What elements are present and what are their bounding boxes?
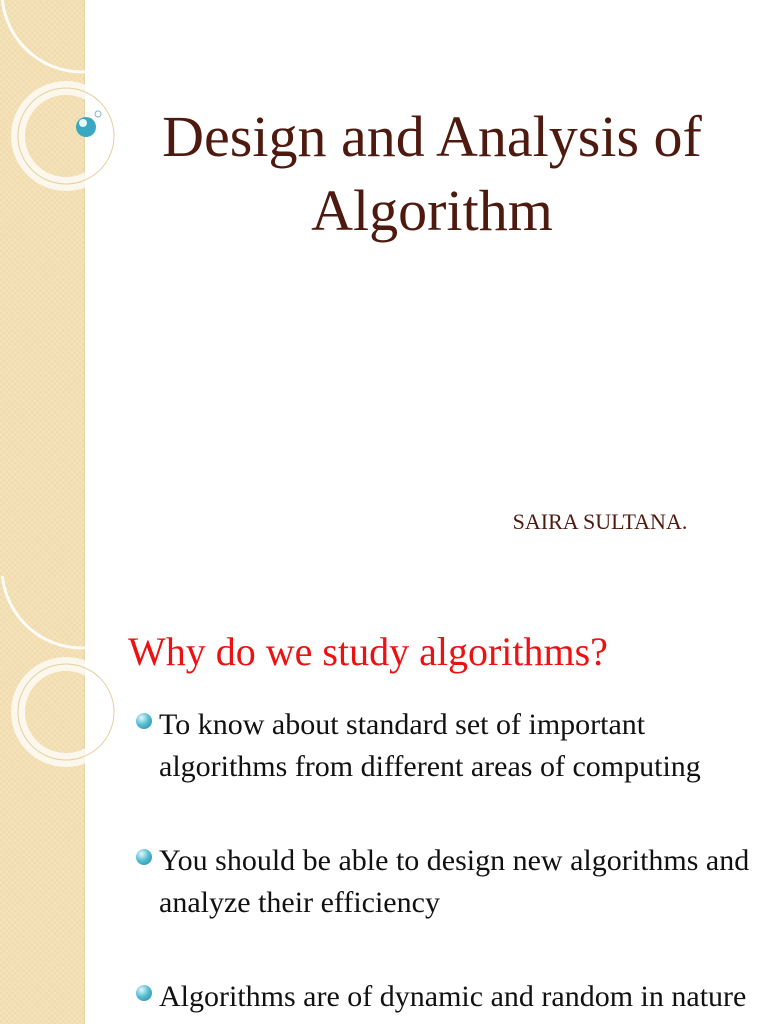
bullet-item (130, 840, 750, 924)
slide-heading: Why do we study algorithms? (128, 629, 608, 674)
bullet-item (130, 976, 750, 1018)
orb-icon (76, 117, 96, 137)
bullet-text: To know about standard set of important algorithms from different areas of computing (159, 708, 701, 783)
bullet-dot-icon (136, 713, 152, 729)
slide-content (0, 576, 768, 1024)
bullet-item (130, 704, 750, 788)
bullet-dot-icon (136, 985, 152, 1001)
bullet-list (130, 704, 750, 1018)
slide-title-text: Design and Analysis of Algorithm (162, 104, 702, 243)
bullet-text: Algorithms are of dynamic and random in nature (159, 980, 747, 1013)
author-name: SAIRA SULTANA. (512, 509, 688, 534)
bullet-text: You should be able to design new algorithms and analyze their efficiency (159, 844, 750, 919)
bullet-dot-icon (136, 849, 152, 865)
